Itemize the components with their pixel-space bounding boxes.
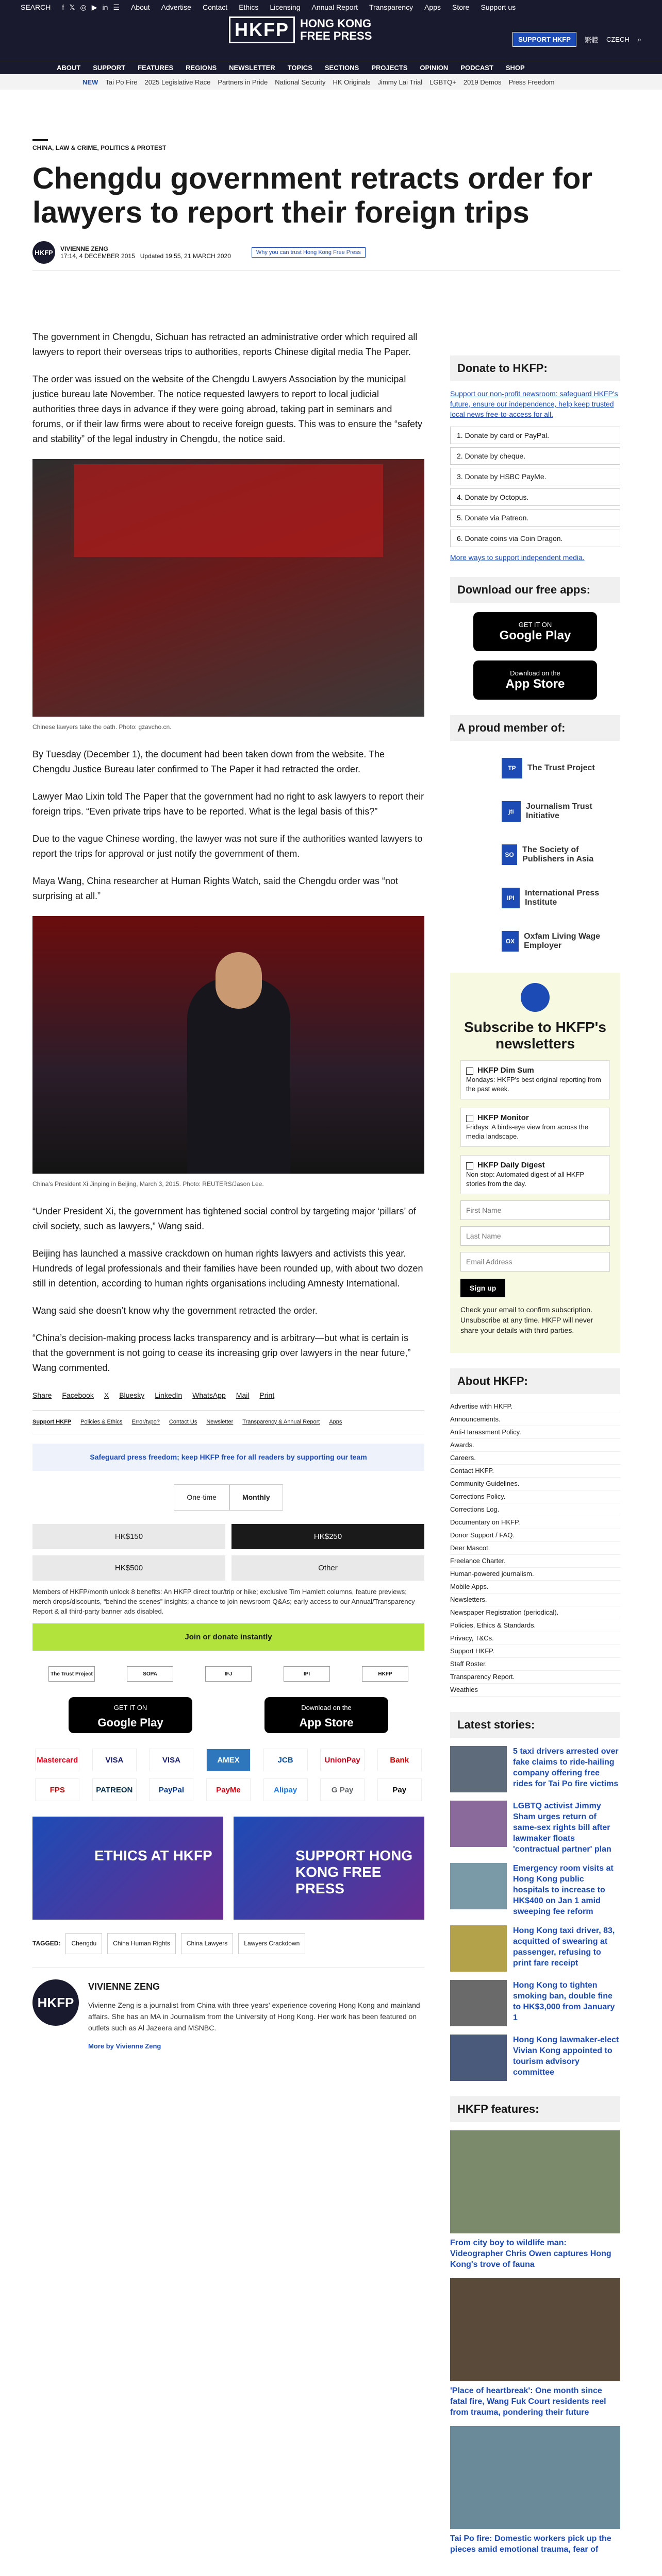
article-image-lawyers (32, 459, 424, 717)
promo-videos (32, 1817, 424, 1920)
nav-projects[interactable]: PROJECTS (371, 64, 408, 72)
topbar-annual-report[interactable]: Annual Report (311, 3, 358, 11)
paragraph: Maya Wang, China researcher at Human Rights Watch, said the Chengdu order was “not surprising at all.” (32, 876, 399, 901)
more-by-author-link[interactable]: More by Vivienne Zeng (88, 2042, 161, 2050)
amount-option-selected[interactable]: HK$250 (231, 1524, 424, 1549)
paragraph: Due to the vague Chinese wording, the lawyer was not sure if the authorities wanted lawyers to report the trips for approval or just notify the government of them. (32, 834, 423, 859)
paypal-icon: PayPal (149, 1778, 193, 1801)
amount-option[interactable]: HK$500 (32, 1555, 225, 1581)
tags-label: TAGGED: (32, 1940, 61, 1947)
patreon-icon: PATREON (92, 1778, 137, 1801)
feature-story[interactable]: 'Place of heartbreak': One month since fatal fire, Wang Fuk Court residents reel from trauma, pondering their future (450, 2278, 620, 2418)
latest-story[interactable]: Hong Kong lawmaker-elect Vivian Kong appointed to tourism advisory committee (450, 2035, 620, 2081)
nav-opinion[interactable]: OPINION (420, 64, 449, 72)
google-play-button[interactable]: GET IT ON Google Play (69, 1697, 192, 1733)
checkbox[interactable] (466, 1067, 473, 1075)
share-mail[interactable]: Mail (236, 1391, 250, 1399)
app-store-button[interactable]: Download on the App Store (264, 1697, 388, 1733)
byline (32, 241, 620, 270)
payment-methods (32, 1749, 424, 1801)
latest-heading: Latest stories: (450, 1712, 620, 1738)
about-heading: About HKFP: (450, 1368, 620, 1394)
sopa-icon: SO (502, 844, 517, 865)
about-link[interactable]: Corrections Log. (450, 1503, 620, 1516)
donate-heading: Donate to HKFP: (450, 355, 620, 381)
jcb-icon: JCB (263, 1749, 308, 1771)
freq-monthly[interactable]: Monthly (229, 1484, 283, 1511)
ethics-video[interactable]: ETHICS AT HKFP (32, 1817, 223, 1920)
tag[interactable]: Chengdu (65, 1933, 102, 1954)
google-pay-icon: G Pay (320, 1778, 365, 1801)
donation-amounts (32, 1524, 424, 1581)
last-name-field[interactable]: Last Name (460, 1226, 610, 1246)
bank-icon: Bank (377, 1749, 422, 1771)
author-box (32, 1968, 424, 2054)
unionpay-icon: UnionPay (320, 1749, 365, 1771)
partners-heading: A proud member of: (450, 715, 620, 741)
donation-note: Members of HKFP/month unlock 8 benefits: An HKFP direct tour/trip or hike; exclusive Tim Hamlett columns, feature previews; merch drops/discounts, “behind the scenes” insights; a chance to join newsroom Q&As; early access to our Annual/Transparency Report & all third-party banner ads disabled. (32, 1588, 415, 1615)
main-nav (0, 61, 662, 74)
support-link[interactable]: Apps (329, 1419, 342, 1425)
search-button[interactable]: SEARCH (21, 3, 51, 11)
trend-link[interactable]: Partners in Pride (218, 78, 268, 86)
newsletter-option[interactable]: HKFP Dim Sum Mondays: HKFP's best original reporting from the past week. (460, 1060, 610, 1099)
facebook-icon[interactable]: f (62, 3, 64, 11)
apps-heading: Download our free apps: (450, 577, 620, 603)
topbar-contact[interactable]: Contact (202, 3, 228, 11)
author-bio-name[interactable]: VIVIENNE ZENG (88, 1981, 160, 1992)
email-field[interactable]: Email Address (460, 1252, 610, 1272)
trend-link[interactable]: Jimmy Lai Trial (377, 78, 423, 86)
article-header (32, 139, 620, 270)
about-link[interactable]: Newsletters. (450, 1594, 620, 1606)
about-link[interactable]: Deer Mascot. (450, 1542, 620, 1555)
author-avatar[interactable]: HKFP (32, 1979, 79, 2026)
topbar-support[interactable]: Support us (481, 3, 516, 11)
nav-about[interactable]: ABOUT (57, 64, 81, 72)
feature-story[interactable]: Tai Po fire: Domestic workers pick up the pieces amid emotional trauma, fear of (450, 2426, 620, 2555)
trending-label: NEW (82, 78, 98, 86)
join-donate-button[interactable]: Join or donate instantly (32, 1623, 424, 1651)
feature-image (450, 2130, 620, 2233)
story-thumbnail (450, 1980, 507, 2026)
partner-logo[interactable]: IPI International Press Institute (450, 882, 620, 914)
article-category[interactable]: CHINA, LAW & CRIME, POLITICS & PROTEST (32, 139, 48, 151)
x-icon[interactable]: 𝕏 (69, 3, 75, 11)
payme-icon: PayMe (206, 1778, 251, 1801)
support-link[interactable]: Transparency & Annual Report (242, 1419, 320, 1425)
topbar-about[interactable]: About (131, 3, 150, 11)
publish-date: 17:14, 4 DECEMBER 2015 (60, 252, 135, 260)
share-x[interactable]: X (104, 1391, 109, 1399)
nav-regions[interactable]: REGIONS (186, 64, 217, 72)
support-video[interactable]: SUPPORT HONG KONG FREE PRESS (234, 1817, 424, 1920)
top-bar (0, 0, 662, 14)
donate-text: Support our non-profit newsroom: safeguard HKFP's future, ensure our independence, help keep trusted local news free-to-access for all. (450, 389, 618, 418)
story-thumbnail (450, 2035, 507, 2081)
image-caption: Chinese lawyers take the oath. Photo: gzavcho.cn. (32, 723, 172, 731)
latest-story[interactable]: 5 taxi drivers arrested over fake claims to ride-hailing company offering free rides for Tai Po fire victims (450, 1746, 620, 1792)
share-bluesky[interactable]: Bluesky (119, 1391, 145, 1399)
newsletter-option[interactable]: HKFP Monitor Fridays: A birds-eye view from across the media landscape. (460, 1108, 610, 1147)
article-image-xi (32, 916, 424, 1174)
sopa-logo: SOPA (127, 1666, 173, 1682)
sidebar-google-play[interactable]: GET IT ON Google Play (473, 612, 597, 651)
about-link[interactable]: Staff Roster. (450, 1658, 620, 1671)
latest-story[interactable]: Hong Kong to tighten smoking ban, double fine to HK$3,000 from January 1 (450, 1980, 620, 2026)
freq-one-time[interactable]: One-time (174, 1484, 229, 1511)
donation-frequency (32, 1484, 424, 1511)
topbar-store[interactable]: Store (452, 3, 470, 11)
visa-icon: VISA (92, 1749, 137, 1771)
support-link[interactable]: Support HKFP (32, 1419, 72, 1425)
signup-button[interactable]: Sign up (460, 1279, 505, 1297)
app-stores (32, 1697, 424, 1733)
about-link[interactable]: Advertise with HKFP. (450, 1400, 620, 1413)
safeguard-banner: Safeguard press freedom; keep HKFP free for all readers by supporting our team (32, 1444, 424, 1471)
lang-zh-link[interactable]: 繁體 (584, 36, 598, 44)
author-name[interactable]: VIVIENNE ZENG (60, 245, 108, 252)
search-icon[interactable]: ⌕ (637, 35, 641, 43)
author-bio: Vivienne Zeng is a journalist from China with three years' experience covering Hong Kong and mainland affairs. She has an MA in Journalism from the University of Hong Kong. Her work has been featured on outlets such as Al Jazeera and MSNBC. (88, 2001, 420, 2032)
about-link[interactable]: Newspaper Registration (periodical). (450, 1606, 620, 1619)
donate-option[interactable]: 1. Donate by card or PayPal. (450, 427, 620, 444)
donate-option[interactable]: 5. Donate via Patreon. (450, 509, 620, 527)
share-label: Share (32, 1391, 52, 1399)
trending-bar (0, 74, 662, 90)
latest-story[interactable]: Hong Kong taxi driver, 83, acquitted of swearing at passenger, refusing to print fare receipt (450, 1925, 620, 1972)
share-facebook[interactable]: Facebook (62, 1391, 94, 1399)
latest-story[interactable]: Emergency room visits at Hong Kong public hospitals to increase to HK$400 on Jan 1 amid sweeping fee reform (450, 1863, 620, 1917)
more-ways-link[interactable]: More ways to support independent media. (450, 553, 585, 562)
nav-shop[interactable]: SHOP (505, 64, 525, 72)
about-link[interactable]: Anti-Harassment Policy. (450, 1426, 620, 1439)
donate-option[interactable]: 4. Donate by Octopus. (450, 488, 620, 506)
paragraph: The government in Chengdu, Sichuan has retracted an administrative order which required all lawyers to report their overseas trips to authorities, reports Chinese digital media The Paper. (32, 332, 418, 357)
nav-support[interactable]: SUPPORT (93, 64, 126, 72)
trend-link[interactable]: Press Freedom (508, 78, 555, 86)
share-bar (32, 1388, 424, 1403)
apple-pay-icon: Pay (377, 1778, 422, 1801)
mastercard-icon: Mastercard (35, 1749, 79, 1771)
amex-icon: AMEX (206, 1749, 251, 1771)
hkfp-icon (521, 983, 550, 1012)
about-link[interactable]: Awards. (450, 1439, 620, 1452)
tags-row (32, 1933, 424, 1954)
support-hkfp-button[interactable]: SUPPORT HKFP (512, 32, 576, 47)
checkbox[interactable] (466, 1115, 473, 1122)
sidebar (450, 355, 620, 2555)
updated-date: Updated 19:55, 21 MARCH 2020 (140, 252, 231, 260)
nav-podcast[interactable]: PODCAST (460, 64, 493, 72)
about-link[interactable]: Contact HKFP. (450, 1465, 620, 1478)
partner-logo[interactable]: OX Oxfam Living Wage Employer (450, 925, 620, 957)
article-title: Chengdu government retracts order for lawyers to report their foreign trips (32, 162, 593, 229)
support-link[interactable]: Error/typo? (131, 1419, 160, 1425)
jti-icon: jti (502, 801, 521, 822)
about-link[interactable]: Policies, Ethics & Standards. (450, 1619, 620, 1632)
instagram-icon[interactable]: ◎ (80, 3, 87, 11)
tag[interactable]: Lawyers Crackdown (238, 1933, 305, 1954)
rss-icon[interactable]: ☰ (113, 3, 120, 11)
badges-row (32, 1666, 424, 1682)
fps-icon: FPS (35, 1778, 79, 1801)
image-caption: China’s President Xi Jinping in Beijing, March 3, 2015. Photo: REUTERS/Jason Lee. (32, 1180, 264, 1188)
about-link[interactable]: Community Guidelines. (450, 1478, 620, 1490)
feature-image (450, 2426, 620, 2529)
newsletter-box (450, 973, 620, 1353)
author-avatar[interactable]: HKFP (32, 241, 55, 264)
story-thumbnail (450, 1863, 507, 1909)
site-logo[interactable]: HKFP HONG KONG FREE PRESS (229, 16, 372, 43)
donate-option[interactable]: 2. Donate by cheque. (450, 447, 620, 465)
paragraph: By Tuesday (December 1), the document had been taken down from the website. The Chengdu Justice Bureau later confirmed to The Paper it had retracted the order. (32, 749, 385, 774)
partner-logo[interactable]: TP The Trust Project (450, 752, 620, 784)
paragraph: Lawyer Mao Lixin told The Paper that the government had no right to ask lawyers to report their foreign trips. “Even private trips have to be reported. What is the legal basis of this?” (32, 791, 424, 817)
about-link[interactable]: Mobile Apps. (450, 1581, 620, 1594)
partner-logo[interactable]: SO The Society of Publishers in Asia (450, 839, 620, 871)
tag[interactable]: China Lawyers (181, 1933, 233, 1954)
about-link[interactable]: Human-powered journalism. (450, 1568, 620, 1581)
topbar-ethics[interactable]: Ethics (239, 3, 259, 11)
paragraph: “China’s decision-making process lacks transparency and is arbitrary—but what is certain is that the government is not going to cease its increasing grip over lawyers in the near future,” Wang commented. (32, 1333, 411, 1373)
trend-link[interactable]: National Security (275, 78, 326, 86)
paragraph: Beijing has launched a massive crackdown on human rights lawyers and activists this year. Hundreds of legal professionals and their families have been rounded up, with about two dozen still in detention, according to human rights organisations including Amnesty International. (32, 1248, 423, 1289)
nav-topics[interactable]: TOPICS (287, 64, 312, 72)
paragraph: The order was issued on the website of the Chengdu Lawyers Association by the municipal justice bureau late November. The notice requested lawyers to report to local judicial authorities three days in advance if they were going abroad, taking part in seminars and forums, or if their law firms were about to receive foreign guests. This was to ensure the “safety and stability” of the legal industry in Chengdu, the notice said. (32, 374, 422, 444)
alipay-icon: Alipay (263, 1778, 308, 1801)
newsletter-note: Check your email to confirm subscription. Unsubscribe at any time. HKFP will never share your details with third parties. (460, 1306, 593, 1334)
about-link[interactable]: Freelance Charter. (450, 1555, 620, 1568)
latest-story[interactable]: LGBTQ activist Jimmy Sham urges return of same-sex rights bill after lawmaker floats 'contractual partner' plan (450, 1801, 620, 1855)
support-links (32, 1410, 424, 1434)
first-name-field[interactable]: First Name (460, 1200, 610, 1220)
trust-project-icon: TP (502, 758, 522, 778)
nav-features[interactable]: FEATURES (138, 64, 174, 72)
share-linkedin[interactable]: LinkedIn (155, 1391, 183, 1399)
newsletter-option[interactable]: HKFP Daily Digest Non stop: Automated digest of all HKFP stories from the day. (460, 1155, 610, 1194)
linkedin-icon[interactable]: in (102, 3, 108, 11)
feature-story[interactable]: From city boy to wildlife man: Videographer Chris Owen captures Hong Kong's trove of fauna (450, 2130, 620, 2270)
about-link[interactable]: Privacy, T&Cs. (450, 1632, 620, 1645)
checkbox[interactable] (466, 1162, 473, 1170)
donate-option[interactable]: 6. Donate coins via Coin Dragon. (450, 530, 620, 547)
topbar-apps[interactable]: Apps (424, 3, 441, 11)
share-print[interactable]: Print (259, 1391, 275, 1399)
about-link[interactable]: Support HKFP. (450, 1645, 620, 1658)
article-body (32, 330, 424, 2054)
trend-link[interactable]: HK Originals (333, 78, 371, 86)
topbar-advertise[interactable]: Advertise (161, 3, 191, 11)
features-heading: HKFP features: (450, 2096, 620, 2122)
share-whatsapp[interactable]: WhatsApp (192, 1391, 226, 1399)
hkfp-logo: HKFP (362, 1666, 408, 1682)
social-icons (62, 3, 120, 12)
trend-link[interactable]: Tai Po Fire (105, 78, 138, 86)
story-thumbnail (450, 1801, 507, 1847)
ipi-logo: IPI (284, 1666, 330, 1682)
support-link[interactable]: Contact Us (169, 1419, 197, 1425)
support-link[interactable]: Policies & Ethics (80, 1419, 123, 1425)
trust-link[interactable]: Why you can trust Hong Kong Free Press (252, 247, 366, 258)
feature-image (450, 2278, 620, 2381)
about-link[interactable]: Corrections Policy. (450, 1490, 620, 1503)
site-header (0, 14, 662, 61)
sidebar-app-store[interactable]: Download on the App Store (473, 660, 597, 700)
nav-newsletter[interactable]: NEWSLETTER (229, 64, 275, 72)
about-link[interactable]: Transparency Report. (450, 1671, 620, 1684)
youtube-icon[interactable]: ▶ (91, 3, 97, 11)
about-list (450, 1400, 620, 1697)
paragraph: “Under President Xi, the government has tightened social control by targeting major ‘pillars’ of civil society, such as lawyers,” Wang said. (32, 1206, 416, 1231)
amount-option[interactable]: HK$150 (32, 1524, 225, 1549)
about-link[interactable]: Careers. (450, 1452, 620, 1465)
about-link[interactable]: Donor Support / FAQ. (450, 1529, 620, 1542)
newsletter-title: Subscribe to HKFP's newsletters (464, 1019, 606, 1052)
about-link[interactable]: Weathies (450, 1684, 620, 1697)
lang-cz-link[interactable]: CZECH (606, 36, 630, 43)
topbar-licensing[interactable]: Licensing (270, 3, 301, 11)
visa-icon: VISA (149, 1749, 193, 1771)
partner-logo[interactable]: jti Journalism Trust Initiative (450, 795, 620, 827)
topbar-transparency[interactable]: Transparency (369, 3, 413, 11)
about-link[interactable]: Documentary on HKFP. (450, 1516, 620, 1529)
support-link[interactable]: Newsletter (206, 1419, 234, 1425)
oxfam-icon: OX (502, 931, 519, 952)
trend-link[interactable]: LGBTQ+ (429, 78, 456, 86)
paragraph: Wang said she doesn’t know why the government retracted the order. (32, 1306, 318, 1316)
ipi-icon: IPI (502, 888, 520, 908)
trend-link[interactable]: 2019 Demos (463, 78, 502, 86)
amount-option-other[interactable]: Other (231, 1555, 424, 1581)
about-link[interactable]: Announcements. (450, 1413, 620, 1426)
ifj-logo: IFJ (205, 1666, 252, 1682)
trust-project-logo: The Trust Project (48, 1666, 95, 1682)
donate-option[interactable]: 3. Donate by HSBC PayMe. (450, 468, 620, 485)
nav-sections[interactable]: SECTIONS (324, 64, 359, 72)
tag[interactable]: China Human Rights (107, 1933, 176, 1954)
story-thumbnail (450, 1925, 507, 1972)
story-thumbnail (450, 1746, 507, 1792)
trend-link[interactable]: 2025 Legislative Race (144, 78, 211, 86)
